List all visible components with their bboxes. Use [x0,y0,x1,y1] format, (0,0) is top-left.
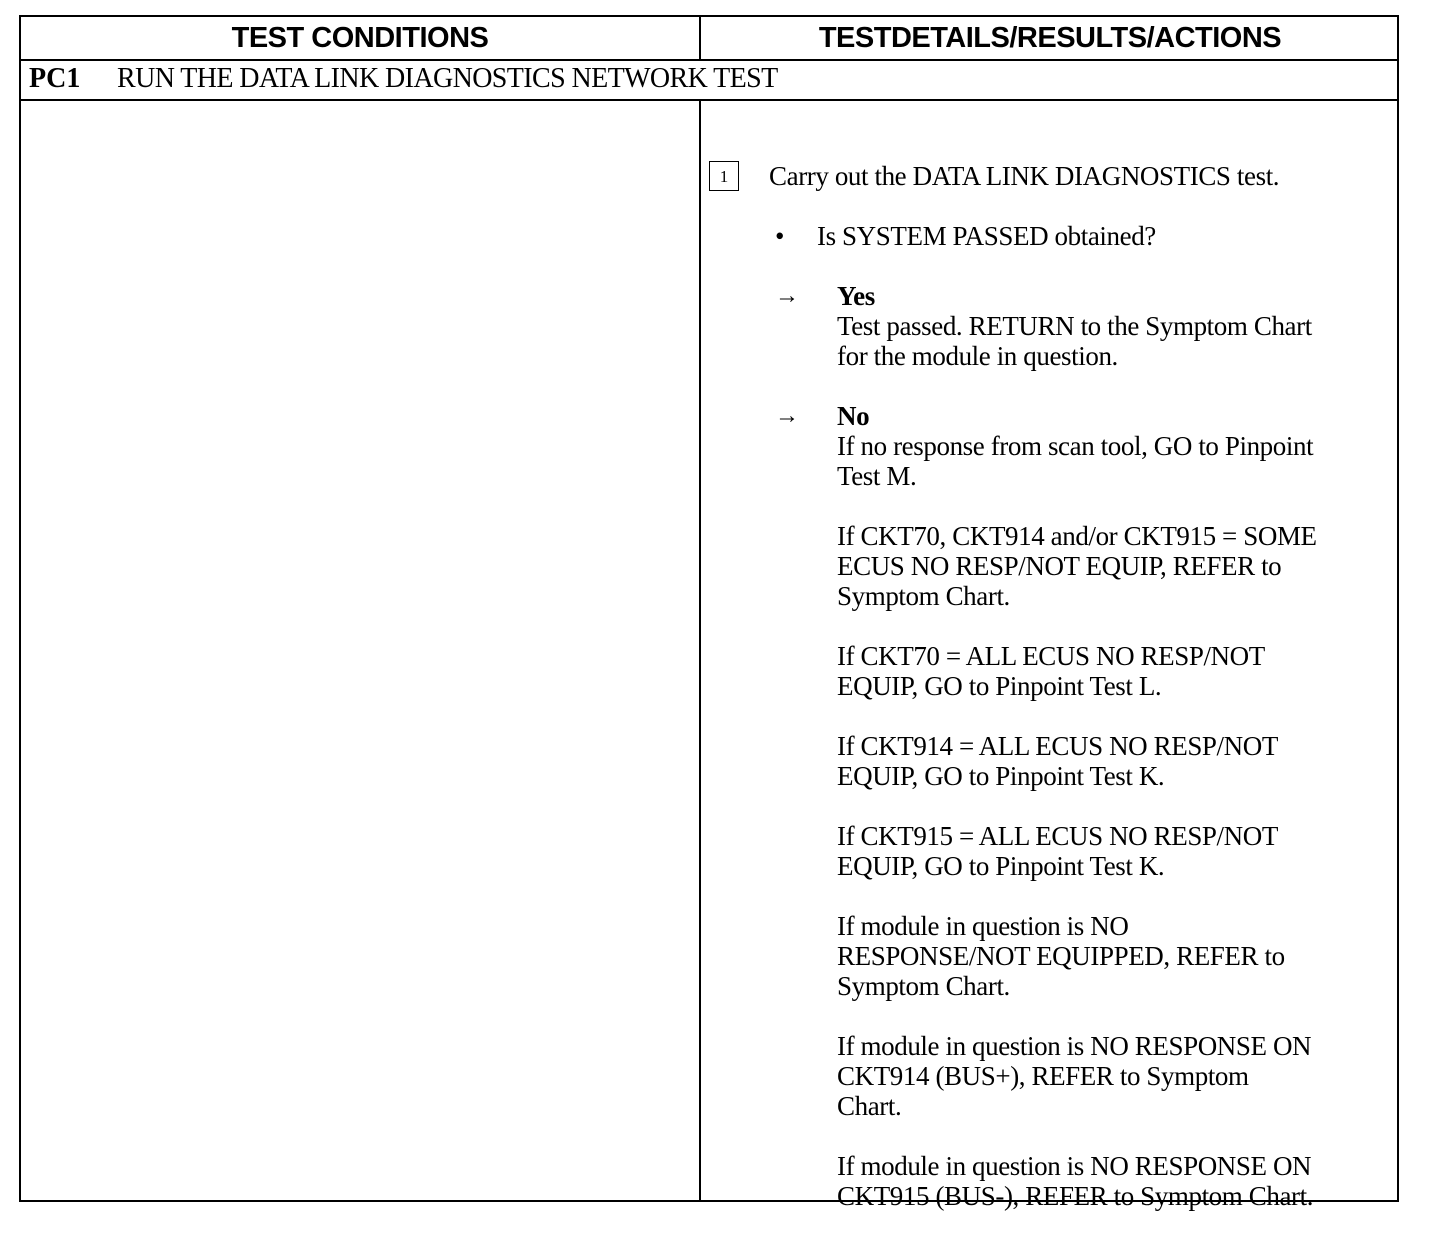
no-paragraph [837,911,1392,1001]
column-divider-header [699,17,701,59]
no-line: If CKT70, CKT914 and/or CKT915 = SOME [837,521,1317,551]
no-line: EQUIP, GO to Pinpoint Test K. [837,761,1165,791]
header-test-conditions: TEST CONDITIONS [231,21,489,54]
arrow-right-icon-yes: → [775,283,799,309]
no-line: If module in question is NO [837,911,1129,941]
step-number-box: 1 [709,161,739,191]
no-line: Chart. [837,1091,902,1121]
no-line: If module in question is NO RESPONSE ON [837,1031,1312,1061]
step-instruction: Carry out the DATA LINK DIAGNOSTICS test. [769,161,1280,191]
test-details-cell [701,101,1399,1211]
no-line: Symptom Chart. [837,971,1010,1001]
no-paragraph [837,1151,1392,1211]
no-paragraph [837,1031,1392,1121]
no-line: Symptom Chart. [837,581,1010,611]
no-line: ECUS NO RESP/NOT EQUIP, REFER to [837,551,1282,581]
no-line: RESPONSE/NOT EQUIPPED, REFER to [837,941,1285,971]
yes-line: for the module in question. [837,341,1118,371]
no-line: CKT914 (BUS+), REFER to Symptom [837,1061,1249,1091]
section-title-row [21,59,1397,101]
no-label: No [837,401,870,431]
no-paragraph [837,821,1392,881]
yes-line: Test passed. RETURN to the Symptom Chart [837,311,1312,341]
test-procedure-table [19,15,1399,1211]
yes-answer-block [837,281,1392,371]
no-line: If CKT70 = ALL ECUS NO RESP/NOT [837,641,1265,671]
no-paragraph [837,731,1392,791]
yes-label: Yes [837,281,875,311]
no-line: If module in question is NO RESPONSE ON [837,1151,1312,1181]
table-header-row [21,17,1397,61]
no-line: CKT915 (BUS-), REFER to Symptom Chart. [837,1181,1314,1211]
no-paragraph [837,521,1392,611]
section-code: PC1 [29,63,81,94]
no-line: EQUIP, GO to Pinpoint Test L. [837,671,1162,701]
no-line: EQUIP, GO to Pinpoint Test K. [837,851,1165,881]
no-paragraph [837,641,1392,701]
no-line: Test M. [837,461,917,491]
no-line: If no response from scan tool, GO to Pinpoint [837,431,1314,461]
no-line: If CKT915 = ALL ECUS NO RESP/NOT [837,821,1278,851]
bullet-icon: • [775,221,785,251]
no-paragraph [837,431,1392,491]
no-answer-block [837,401,1392,1241]
header-test-details: TESTDETAILS/RESULTS/ACTIONS [818,21,1282,54]
no-line: If CKT914 = ALL ECUS NO RESP/NOT [837,731,1278,761]
section-title: RUN THE DATA LINK DIAGNOSTICS NETWORK TEST [117,63,778,94]
question-text: Is SYSTEM PASSED obtained? [817,221,1156,251]
arrow-right-icon-no: → [775,403,799,429]
